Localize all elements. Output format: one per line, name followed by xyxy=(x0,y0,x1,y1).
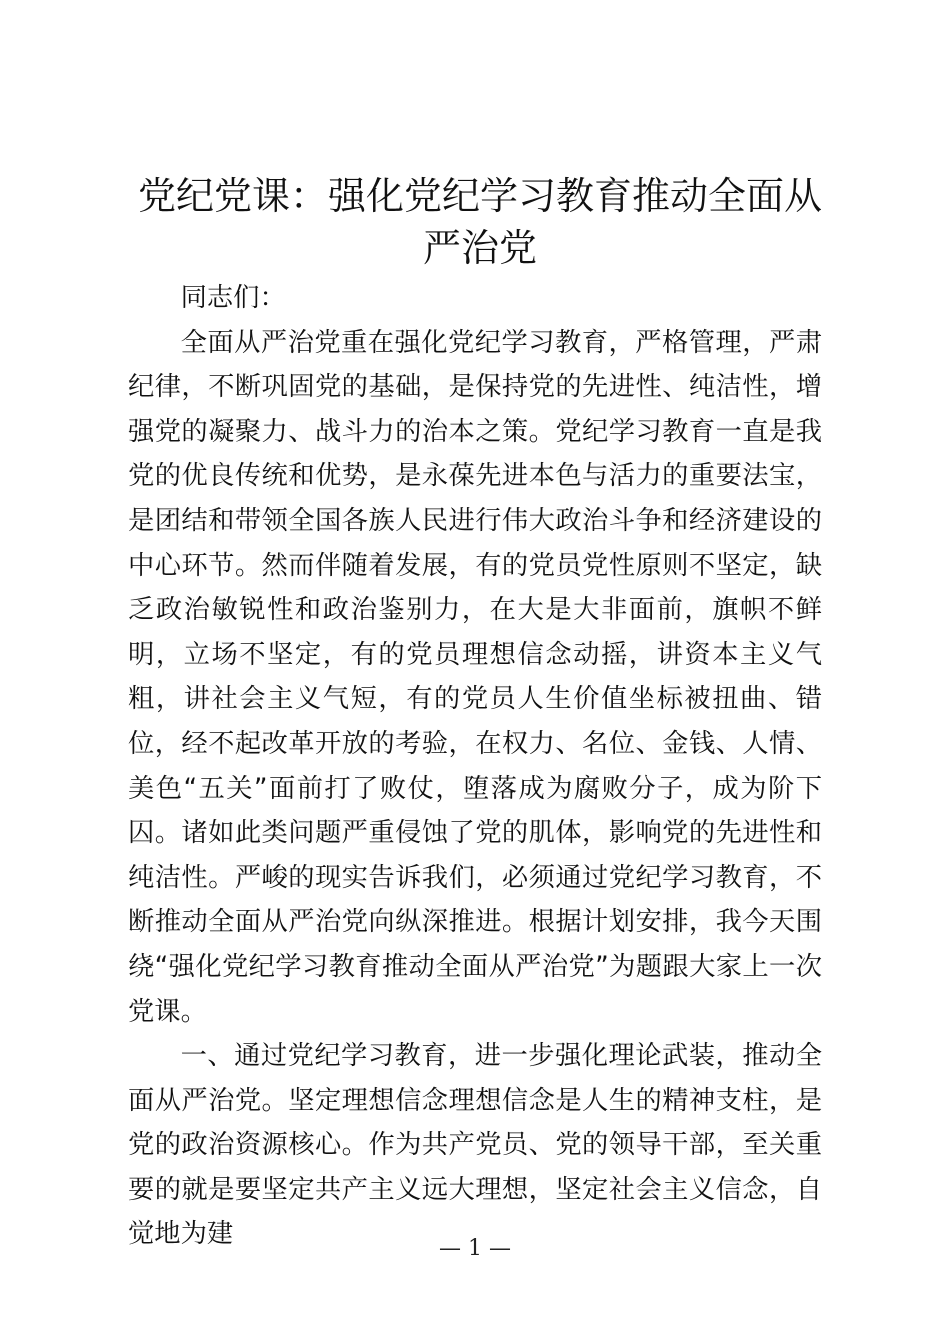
paragraph-introduction: 全面从严治党重在强化党纪学习教育，严格管理，严肃纪律，不断巩固党的基础，是保持党的先进性、纯洁性，增强党的凝聚力、战斗力的治本之策。党纪学习教育一直是我党的优良传统和优势，是永葆先进本色与活力的重要法宝，是团结和带领全国各族人民进行伟大政治斗争和经济建设的中心环节。然而伴随着发展，有的党员党性原则不坚定，缺乏政治敏锐性和政治鉴别力，在大是大非面前，旗帜不鲜明，立场不坚定，有的党员理想信念动摇，讲资本主义气粗，讲社会主义气短，有的党员人生价值坐标被扭曲、错位，经不起改革开放的考验，在权力、名位、金钱、人情、美色“五关”面前打了败仗，堕落成为腐败分子，成为阶下囚。诸如此类问题严重侵蚀了党的肌体，影响党的先进性和纯洁性。严峻的现实告诉我们，必须通过党纪学习教育，不断推动全面从严治党向纵深推进。根据计划安排，我今天围绕“强化党纪学习教育推动全面从严治党”为题跟大家上一次党课。 xyxy=(128,327,822,1027)
salutation: 同志们： xyxy=(180,283,286,313)
page-number: — 1 — xyxy=(439,1236,511,1261)
document-title: 党纪党课：强化党纪学习教育推动全面从严治党 xyxy=(137,174,822,270)
paragraph-section-one: 一、通过党纪学习教育，进一步强化理论武装，推动全面从严治党。坚定理想信念理想信念是人生的精神支柱，是党的政治资源核心。作为共产党员、党的领导干部，至关重要的就是要坚定共产主义远大理想，坚定社会主义信念，自觉地为建 xyxy=(128,1041,822,1250)
document-body xyxy=(128,276,822,1257)
